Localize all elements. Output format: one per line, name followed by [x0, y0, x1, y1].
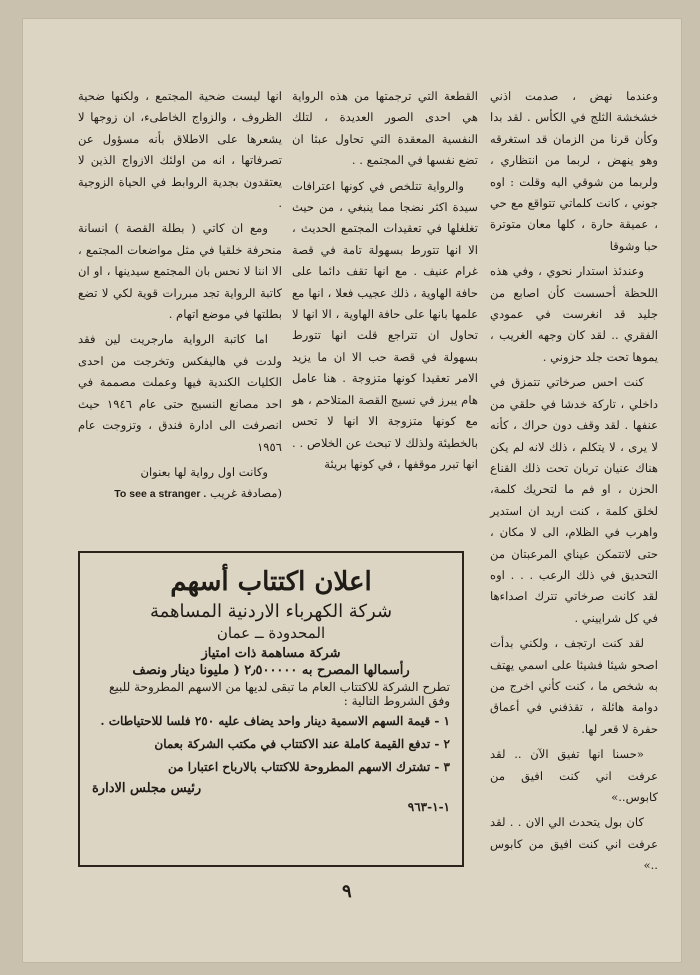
- ad-company-type: شركة مساهمة ذات امتياز: [201, 646, 341, 661]
- ad-capital: رأسمالها المصرح به ٢٫٥٠٠٠٠٠ ( مليونا دينار ونصف: [132, 663, 410, 678]
- paragraph: القطعة التي ترجمتها من هذه الرواية هي احدى الصور العديدة ، لتلك النفسية المعقدة التي تحاول عبثا ان تضع نفسها في المجتمع . .: [292, 89, 478, 168]
- ad-date: ١-١-٩٦٣: [407, 800, 450, 814]
- ad-condition: ٢ - تدفع القيمة كاملة عند الاكتتاب في مكتب الشركة بعمان: [154, 737, 450, 751]
- ad-company-name: شركة الكهرباء الاردنية المساهمة: [149, 601, 393, 622]
- ad-condition: ٣ - تشترك الاسهم المطروحة للاكتتاب بالارباح اعتبارا من: [167, 760, 450, 774]
- ad-signature: رئيس مجلس الادارة: [92, 781, 202, 796]
- novel-title-arabic: (مصادفة غريب: [210, 486, 282, 501]
- paragraph: وعندما نهض ، صدمت اذني خشخشة الثلج في الكأس . لقد بدا وكأن قرنا من الزمان قد استغرقه وهو ينهض ، لربما من انتظاري ، ولربما من شوقي اليه وقلت : اوه جوني ، كانت كلماتي تتواقع مع حي ، عميقة حارة ، كلها معان متوترة حبا وشوقا: [490, 89, 658, 253]
- ad-company-city: المحدودة ــ عمان: [216, 624, 326, 642]
- paragraph: انها ليست ضحية المجتمع ، ولكنها ضحية الظروف ، والزواج الخاطىء، ان زوجها لا يشعرها على الاطلاق بأنه مسؤول عن تصرفاتها ، انه من اولئك الازواج الذين لا يعتقدون بجدية الروابط في الحياة الزوجية .: [78, 89, 282, 211]
- paragraph: وعندئذ استدار نحوي ، وفي هذه اللحظة أحسست كأن اصابع من جليد قد انغرست في عمودي الفقري .. لقد كان وجهه الغريب ، يموها تحت جلد حزوني .: [490, 264, 658, 364]
- paragraph: لقد كنت ارتجف ، ولكني بدأت اصحو شيئا فشيئا على اسمي يهتف به شخص ما ، كنت كأني اخرج من دوامة هائلة ، تقذفني في أعماق حفرة لا قعر لها.: [490, 636, 658, 736]
- paragraph: اما كاتبة الرواية مارجريت لين فقد ولدت في هاليفكس وتخرجت من احدى الكليات الكندية فيها وعملت مصممة في احد مصانع النسيج حتى عام ١٩٤٦ حيث انصرفت الى ادارة فندق ، وتزوجت عام ١٩٥٦: [78, 332, 282, 454]
- paragraph: «حسنا انها تفيق الآن .. لقد عرفت اني كنت افيق من كابوس..»: [490, 747, 658, 804]
- article-column-left: [78, 86, 282, 510]
- article-column-middle: [292, 86, 478, 479]
- ad-intro: تطرح الشركة للاكتتاب العام ما تبقى لديها من الاسهم المطروحة للبيع وفق الشروط التالية :: [109, 680, 450, 708]
- page-number: ٩: [342, 881, 352, 902]
- paragraph: ومع ان كاتي ( بطلة القصة ) انسانة منحرفة خلقيا في مثل مواضعات المجتمع ، الا اننا لا نحس بان المجتمع سيدينها ، او ان كاتبة الرواية تجد مبررات قوية لكي لا تضع بطلتها في موضع اتهام .: [78, 221, 282, 322]
- paragraph: [78, 462, 282, 506]
- article-column-right: [490, 86, 658, 881]
- paragraph: والرواية تتلخص في كونها اعترافات سيدة اكثر نضجا مما ينبغي ، من حيث تغلغلها في تعقيدات المجتمع الحديث ، الا انها تتورط بسهولة تامة في قصة غرام عنيف . مع انها تقف دائما على حافة الهاوية ، ذلك عجيب فعلا ، انها مع علمها بانها على حافة الهاوية ، الا انها لا تحاول ان تتراجع قلت انها تتورط بسهولة في قصة حب الا ان ما يزيد الامر تعقيدا كونها متزوجة . هنا عامل هام يبرز في نسيج القصة المتلاحم ، هو مع كونها متزوجة الا انها لا تحس بالخطيئة ولذلك لا تبحث عن الخلاص . . انها تبرر موقفها ، في كونها بريئة: [292, 178, 478, 471]
- ad-title: اعلان اكتتاب أسهم: [170, 567, 372, 597]
- paragraph: كان بول يتحدث الي الان . . لقد عرفت اني كنت افيق من كابوس ..»: [490, 815, 658, 873]
- novel-title-intro: وكانت اول رواية لها بعنوان: [140, 464, 268, 479]
- novel-title-english: To see a stranger .: [114, 488, 207, 501]
- paragraph: كنت احس صرخاتي تتمزق في داخلي ، تاركة خدشا في حلقي من عنفها . لقد وقف دون حراك ، كأنه لا يرى ، لا يتكلم ، ذلك لانه لم يكن هناك عنيان تربان تحت ذلك القناع الحزن ، او فم ما لتحريك كلمة، لخلق كلمة ، كنت اريد ان استدير واهرب في الظلام، الى لا مكان ، حتى لاتتمكن عيناي المرعبتان من التحديق في ذلك الرعب . . . اوه لقد كانت صرخاتي تترك اصداءها في كل شراييني .: [490, 375, 658, 625]
- share-subscription-advertisement: [78, 551, 464, 867]
- ad-condition: ١ - قيمة السهم الاسمية دينار واحد يضاف عليه ٢٥٠ فلسا للاحتياطات .: [100, 714, 450, 728]
- magazine-page: [22, 18, 682, 963]
